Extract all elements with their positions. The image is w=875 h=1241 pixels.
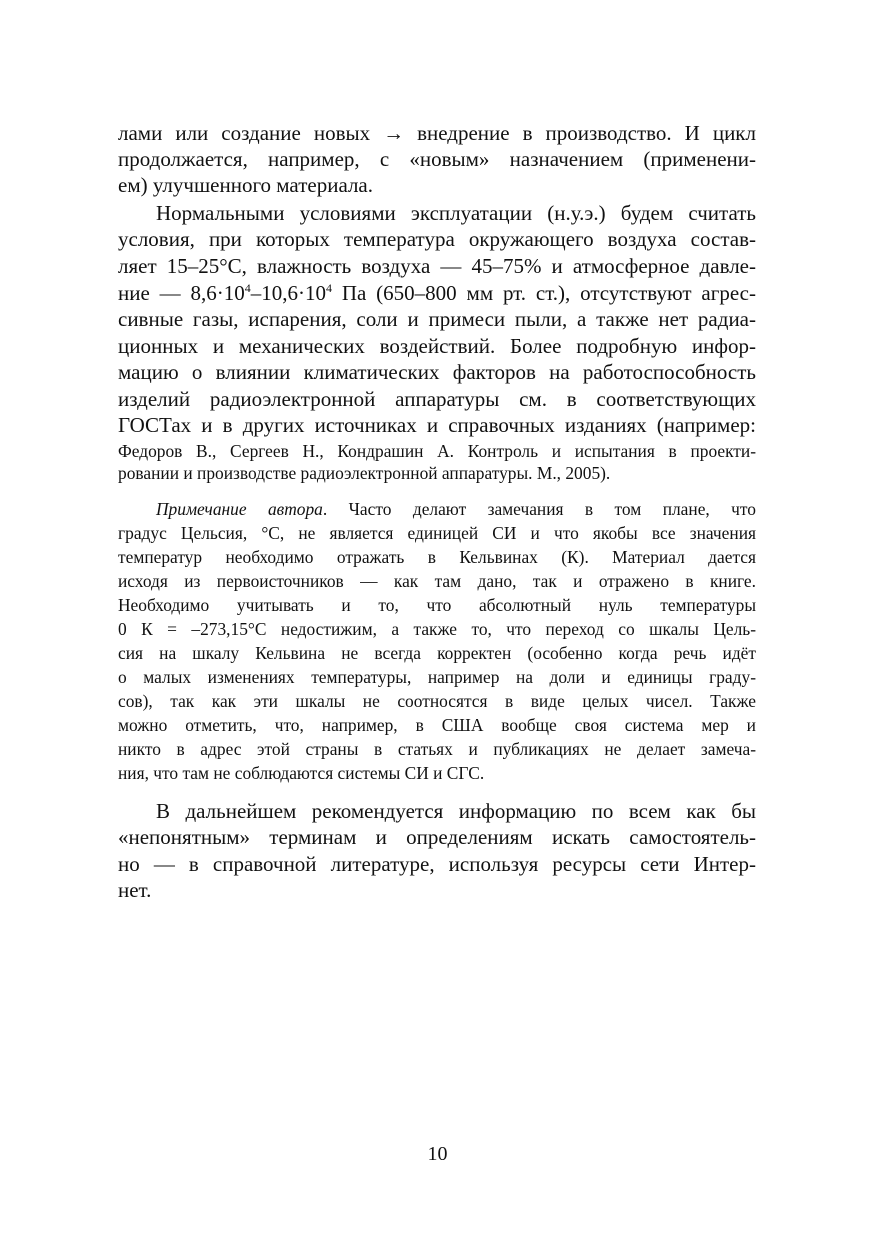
reference-line: Федоров В., Сергеев Н., Кондрашин А. Контроль и испытания в проекти- [118,441,756,461]
text-line: «непонятным» терминам и определениям искать самостоятель- [118,825,756,849]
note-label: Примечание автора [156,499,323,519]
text-fragment: Па (650–800 мм рт. ст.), отсутствуют агрес- [332,281,756,305]
reference-line: ровании и производстве радиоэлектронной аппаратуры. М., 2005). [118,463,611,483]
note-line: Необходимо учитывать и то, что абсолютный нуль температуры [118,595,756,615]
note-line: никто в адрес этой страны в статьях и публикациях не делает замеча- [118,739,756,759]
page-number: 10 [427,1143,448,1165]
text-line: условия, при которых температура окружающего воздуха состав- [118,227,756,251]
text-line: но — в справочной литературе, используя ресурсы сети Интер- [118,852,756,876]
text-line: продолжается, например, с «новым» назначением (применени- [118,147,756,171]
note-line: сов), так как эти шкалы не соотносятся в виде целых чисел. Также [118,691,756,711]
note-line: сия на шкалу Кельвина не всегда корректен (особенно когда речь идёт [118,643,756,663]
note-line: исходя из первоисточников — как там дано, так и отражено в книге. [118,571,756,591]
note-line: градус Цельсия, °С, не является единицей СИ и что якобы все значения [118,523,756,543]
text-line: лами или создание новых → внедрение в производство. И цикл [118,121,756,145]
text-fragment: –10,6·10 [250,281,326,305]
text-line: ляет 15–25°C, влажность воздуха — 45–75% и атмосферное давле- [118,254,756,278]
superscript: 4 [244,281,251,295]
text-line: ем) улучшенного материала. [118,173,373,197]
text-line-pressure [118,280,756,306]
text-line: изделий радиоэлектронной аппаратуры см. в соответствующих [118,387,756,411]
text-fragment: . Часто делают замечания в том плане, что [322,499,756,519]
text-line: В дальнейшем рекомендуется информацию по всем как бы [156,799,756,823]
text-line: мацию о влиянии климатических факторов на работоспособность [118,360,756,384]
note-line [156,498,756,520]
text-line: ГОСТах и в других источниках и справочных изданиях (например: [118,413,756,437]
note-line: о малых изменениях температуры, например на доли и единицы граду- [118,667,756,687]
text-line: ционных и механических воздействий. Более подробную инфор- [118,334,756,358]
text-fragment: ние — 8,6·10 [118,281,245,305]
note-line: 0 К = –273,15°С недостижим, а также то, что переход со шкалы Цель- [118,619,756,639]
note-line: ния, что там не соблюдаются системы СИ и СГС. [118,763,485,783]
superscript: 4 [326,281,332,295]
text-line: нет. [118,878,152,902]
note-line: можно отметить, что, например, в США вообще своя система мер и [118,715,756,735]
note-line: температур необходимо отражать в Кельвинах (К). Материал дается [118,547,756,567]
text-line: Нормальными условиями эксплуатации (н.у.э.) будем считать [156,201,756,225]
text-line: сивные газы, испарения, соли и примеси пыли, а также нет радиа- [118,307,756,331]
